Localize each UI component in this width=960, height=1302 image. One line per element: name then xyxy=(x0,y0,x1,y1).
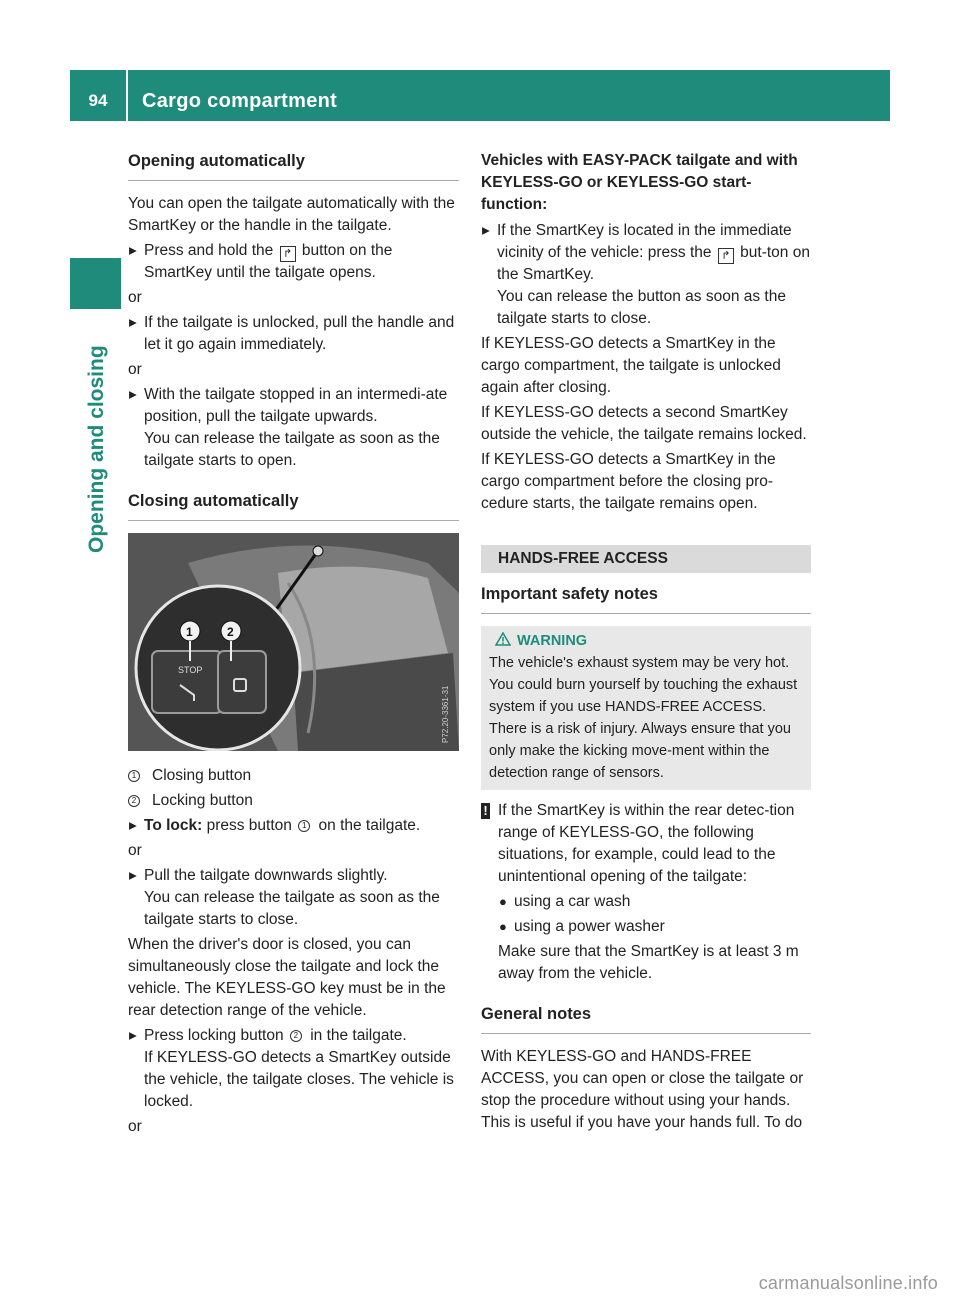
handsfree-heading: HANDS-FREE ACCESS xyxy=(481,545,811,573)
keyless-para-3: If KEYLESS-GO detects a SmartKey in the cargo compartment before the closing pro-cedure starts, the tailgate remains open. xyxy=(481,451,776,512)
figure-callout-1: 1 xyxy=(186,625,193,639)
closing-heading: Closing automatically xyxy=(128,490,459,521)
or-text: or xyxy=(128,289,142,306)
press-lock-before: Press locking button xyxy=(144,1027,284,1044)
easypack-heading: Vehicles with EASY-PACK tailgate and with KEYLESS-GO or KEYLESS-GO start-function: xyxy=(481,152,798,213)
tailgate-key-icon: ↱ xyxy=(718,248,734,264)
figure-callout-2: 2 xyxy=(227,625,234,639)
step-arrow-icon: ▸ xyxy=(129,314,137,331)
step-arrow-icon: ▸ xyxy=(482,222,490,239)
callout-1-inline: 1 xyxy=(298,820,310,832)
pull-down-note: You can release the tailgate as soon as the tailgate starts to close. xyxy=(144,889,440,928)
general-text: With KEYLESS-GO and HANDS-FREE ACCESS, you can open or close the tailgate or stop the procedure without using your hands. This is useful if you have your hands full. To do xyxy=(481,1048,804,1131)
warning-box xyxy=(481,626,811,790)
lock-label: To lock: xyxy=(144,817,203,834)
warning-title-row xyxy=(489,630,803,652)
step-pull-down xyxy=(128,865,459,931)
exclamation-icon: ! xyxy=(481,803,490,819)
easypack-step-note: You can release the button as soon as the tailgate starts to close. xyxy=(497,288,786,327)
callout-2-number: 2 xyxy=(128,795,140,807)
callout-1-row xyxy=(128,765,459,787)
callout-1-number: 1 xyxy=(128,770,140,782)
note-end: Make sure that the SmartKey is at least 3 m away from the vehicle. xyxy=(498,943,799,982)
step-pull-handle xyxy=(128,312,459,356)
lock-after: on the tailgate. xyxy=(318,817,421,834)
bullet-icon: ● xyxy=(499,894,507,909)
figure-code: P72.20-3361-31 xyxy=(441,685,450,743)
pull-down-text: Pull the tailgate downwards slightly. xyxy=(144,867,388,884)
safety-heading: Important safety notes xyxy=(481,583,811,614)
or-text: or xyxy=(128,361,142,378)
step1-before: Press and hold the xyxy=(144,242,274,259)
easypack-step-before: If the SmartKey is located in the immediate vicinity of the vehicle: press the xyxy=(497,222,792,261)
step-intermediate xyxy=(128,384,459,472)
bullet-item xyxy=(481,891,811,913)
step3-note: You can release the tailgate as soon as the tailgate starts to open. xyxy=(144,430,440,469)
callout-2-inline: 2 xyxy=(290,1030,302,1042)
step1-after: button on the SmartKey until the tailgate opens. xyxy=(144,242,393,281)
page-number: 94 xyxy=(88,91,108,110)
step3-text: With the tailgate stopped in an intermedi-ate position, pull the tailgate upwards. xyxy=(144,386,448,425)
step-to-lock xyxy=(128,815,459,837)
keyless-para-2: If KEYLESS-GO detects a second SmartKey outside the vehicle, the tailgate remains locked. xyxy=(481,404,807,443)
opening-heading: Opening automatically xyxy=(128,150,459,181)
left-column xyxy=(128,150,459,1141)
callout-1-label: Closing button xyxy=(152,767,252,784)
right-column xyxy=(481,150,811,1137)
keyless-para-1: If KEYLESS-GO detects a SmartKey in the cargo compartment, the tailgate is unlocked again after closing. xyxy=(481,335,781,396)
step-arrow-icon: ▸ xyxy=(129,867,137,884)
warning-title: WARNING xyxy=(517,633,588,649)
figure-stop-label: STOP xyxy=(178,665,203,675)
warning-text: The vehicle's exhaust system may be very hot. You could burn yourself by touching the exhaust system if you use HANDS-FREE ACCESS. There is a risk of injury. Always ensure that you only make the kicking move-ment within the detection range of sensors. xyxy=(489,655,798,781)
tailgate-key-icon: ↱ xyxy=(280,246,296,262)
callout-2-row xyxy=(128,790,459,812)
step-arrow-icon: ▸ xyxy=(129,386,137,403)
step-press-locking xyxy=(128,1025,459,1113)
tailgate-figure xyxy=(128,533,459,751)
note-text: If the SmartKey is within the rear detec-tion range of KEYLESS-GO, the following situations, for example, could lead to the unintentional opening of the tailgate: xyxy=(498,802,795,885)
or-text: or xyxy=(128,842,142,859)
step-arrow-icon: ▸ xyxy=(129,817,137,834)
bullet-icon: ● xyxy=(499,919,507,934)
press-lock-after: in the tailgate. xyxy=(310,1027,407,1044)
section-title: Cargo compartment xyxy=(142,90,338,112)
step-arrow-icon: ▸ xyxy=(129,1027,137,1044)
bullet-2: using a power washer xyxy=(514,918,665,935)
bullet-1: using a car wash xyxy=(514,893,631,910)
door-closed-text: When the driver's door is closed, you can simultaneously close the tailgate and lock the vehicle. The KEYLESS-GO key must be in the rear detection range of the vehicle. xyxy=(128,936,446,1019)
callout-2-label: Locking button xyxy=(152,792,253,809)
lock-before: press button xyxy=(206,817,292,834)
step-arrow-icon: ▸ xyxy=(129,242,137,259)
press-lock-note: If KEYLESS-GO detects a SmartKey outside the vehicle, the tailgate closes. The vehicle is locked. xyxy=(144,1049,454,1110)
note-block xyxy=(481,800,811,888)
step-easypack xyxy=(481,220,811,330)
or-text: or xyxy=(128,1118,142,1135)
easypack-step-after: but-ton on the SmartKey. xyxy=(497,244,810,283)
header-divider xyxy=(126,70,128,121)
bullet-item xyxy=(481,916,811,938)
tailgate-illustration xyxy=(128,533,459,751)
opening-intro: You can open the tailgate automatically with the SmartKey or the handle in the tailgate. xyxy=(128,195,455,234)
watermark: carmanualsonline.info xyxy=(758,1273,938,1293)
chapter-marker xyxy=(70,258,121,309)
chapter-label: Opening and closing xyxy=(85,345,108,553)
general-heading: General notes xyxy=(481,1003,811,1034)
warning-triangle-icon xyxy=(495,632,511,646)
step-press-hold xyxy=(128,240,459,284)
step2-text: If the tailgate is unlocked, pull the handle and let it go again immediately. xyxy=(144,314,455,353)
